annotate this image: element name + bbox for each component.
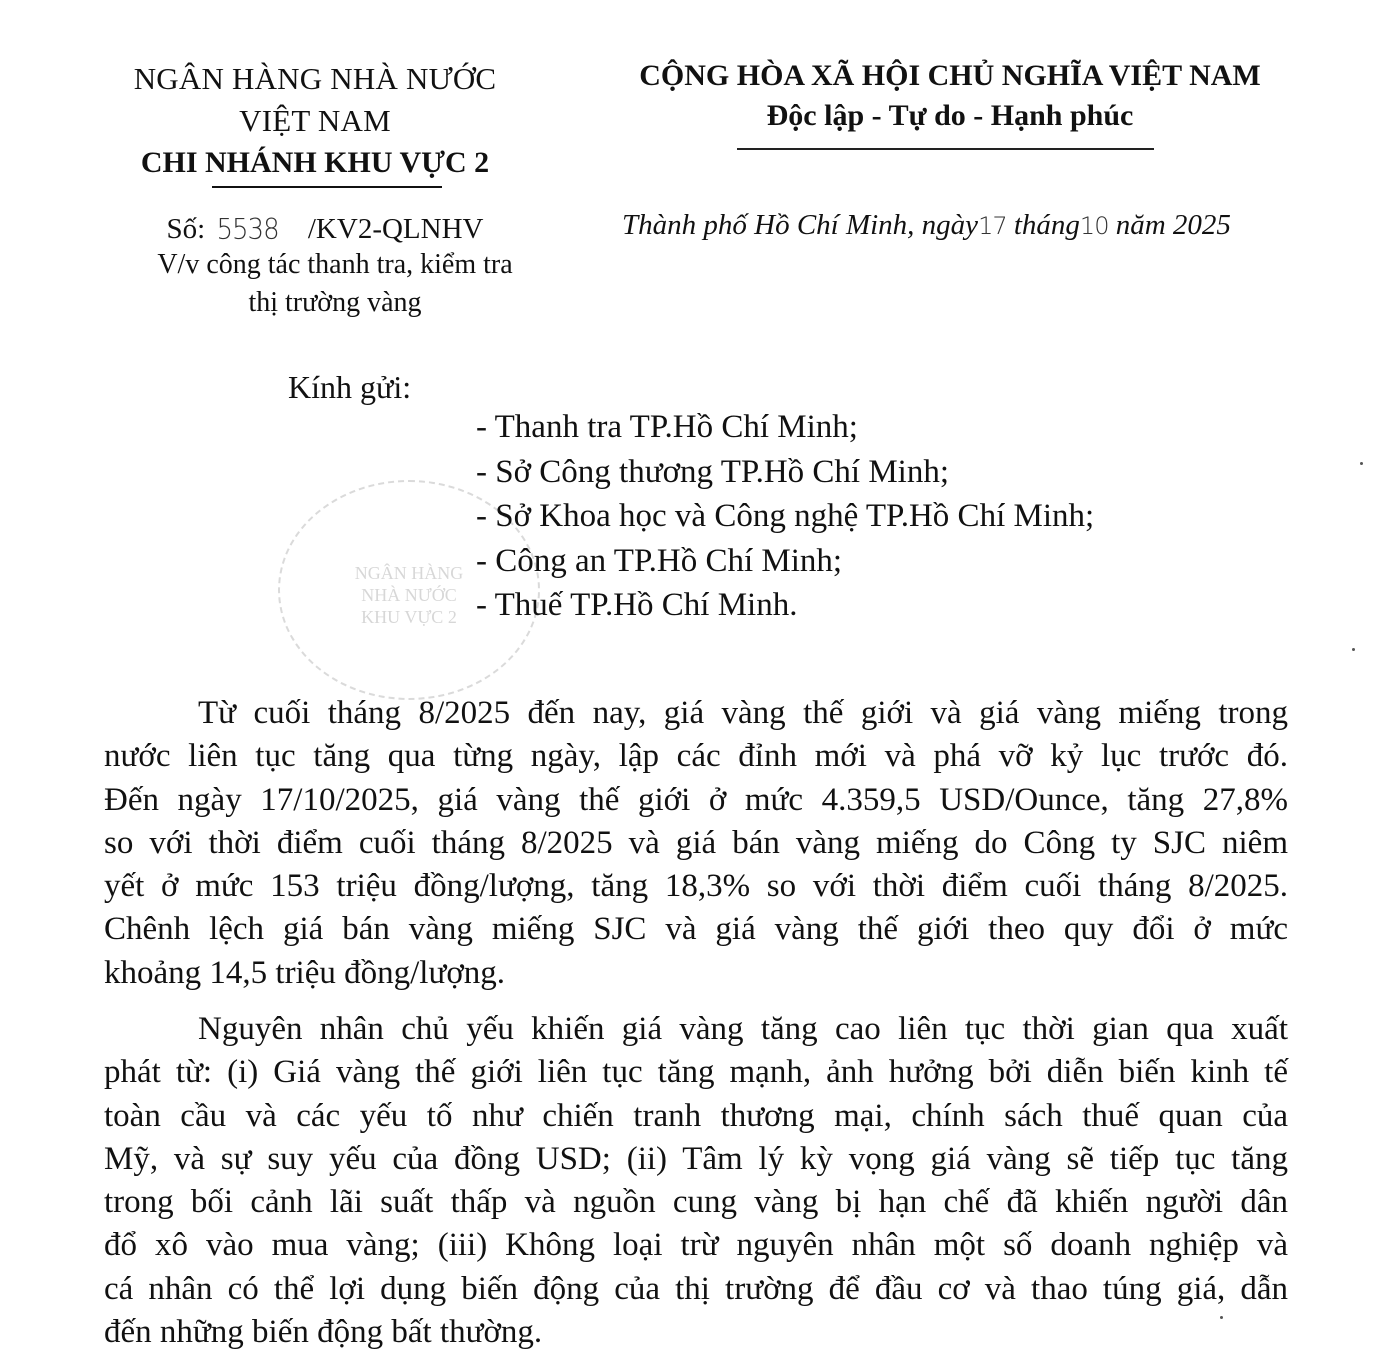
paragraph-line: đến những biến động bất thường. — [104, 1314, 543, 1351]
subject-line2: thị trường vàng — [248, 287, 422, 318]
document-number — [100, 210, 550, 249]
paragraph-line: Từ cuối tháng 8/2025 đến nay, giá vàng thế giới và giá vàng miếng trong — [198, 695, 1288, 731]
paragraph-line: phát từ: (i) Giá vàng thế giới liên tục tăng mạnh, ảnh hưởng bởi diễn biến kinh tế — [104, 1054, 1288, 1091]
stamp-text-line3: KHU VỰC 2 — [361, 607, 457, 627]
paragraph-line: cá nhân có thể lợi dụng biến động của thị trường để đầu cơ và thao túng giá, dẫn — [104, 1270, 1288, 1307]
branch-underline-divider — [212, 186, 442, 188]
recipient-item: - Công an TP.Hồ Chí Minh; — [476, 542, 843, 579]
stamp-text-line1: NGÂN HÀNG — [354, 563, 464, 583]
subject-line1: V/v công tác thanh tra, kiểm tra — [157, 249, 513, 280]
body-paragraph-1 — [104, 692, 1288, 995]
paragraph-line: Chênh lệch giá bán vàng miếng SJC và giá vàng thế giới theo quy đổi ở mức — [104, 911, 1288, 948]
document-number-suffix: /KV2-QLNHV — [307, 213, 484, 245]
scan-speck — [1352, 648, 1355, 651]
recipient-item: - Thanh tra TP.Hồ Chí Minh; — [476, 409, 858, 445]
nation-title: CỘNG HÒA XÃ HỘI CHỦ NGHĨA VIỆT NAM — [639, 59, 1261, 92]
paragraph-line: so với thời điểm cuối tháng 8/2025 và giá bán vàng miếng do Công ty SJC niêm — [104, 824, 1288, 861]
date-prefix: Thành phố Hồ Chí Minh, ngày — [622, 209, 979, 241]
date-month-handwritten: 10 — [1079, 212, 1109, 240]
recipient-item: - Thuế TP.Hồ Chí Minh. — [476, 587, 798, 623]
recipient-list — [476, 405, 1094, 628]
motto-underline-divider — [737, 148, 1154, 150]
agency-name-line1: NGÂN HÀNG NHÀ NƯỚC — [133, 61, 497, 96]
issuing-agency-header — [100, 58, 530, 184]
recipient-item: - Sở Công thương TP.Hồ Chí Minh; — [476, 453, 950, 490]
date-day-handwritten: 17 — [978, 212, 1007, 240]
paragraph-line: đổ xô vào mua vàng; (iii) Không loại trừ nguyên nhân một số doanh nghiệp và — [104, 1227, 1288, 1264]
document-date — [622, 205, 1231, 246]
recipient-label: Kính gửi: — [288, 369, 412, 405]
national-motto: Độc lập - Tự do - Hạnh phúc — [766, 99, 1134, 132]
paragraph-line: Đến ngày 17/10/2025, giá vàng thế giới ở mức 4.359,5 USD/Ounce, tăng 27,8% — [104, 781, 1288, 818]
document-number-prefix: Số: — [166, 213, 206, 245]
body-paragraph-2 — [104, 1008, 1288, 1354]
recipient-item: - Sở Khoa học và Công nghệ TP.Hồ Chí Minh; — [476, 498, 1095, 534]
paragraph-line: Mỹ, và sự suy yếu của đồng USD; (ii) Tâm lý kỳ vọng giá vàng sẽ tiếp tục tăng — [104, 1140, 1288, 1177]
paragraph-line: nước liên tục tăng qua từng ngày, lập các đỉnh mới và phá vỡ kỷ lục trước đó. — [104, 738, 1288, 775]
branch-name: CHI NHÁNH KHU VỰC 2 — [140, 146, 490, 179]
paragraph-line: trong bối cảnh lãi suất thấp và nguồn cung vàng bị hạn chế đã khiến người dân — [104, 1184, 1288, 1221]
paragraph-line: Nguyên nhân chủ yếu khiến giá vàng tăng cao liên tục thời gian qua xuất — [198, 1011, 1288, 1047]
document-number-handwritten: 5538 — [216, 213, 279, 247]
paragraph-line: khoảng 14,5 triệu đồng/lượng. — [104, 954, 506, 991]
agency-name-line2: VIỆT NAM — [239, 103, 391, 138]
national-header — [600, 55, 1300, 135]
paragraph-line: toàn cầu và các yếu tố như chiến tranh thương mại, chính sách thuế quan của — [104, 1097, 1288, 1134]
stamp-text-line2: NHÀ NƯỚC — [361, 585, 457, 605]
scan-speck — [1220, 1316, 1223, 1319]
scan-speck — [1360, 462, 1363, 465]
document-subject — [100, 246, 570, 322]
date-month-label: tháng — [1006, 209, 1080, 241]
paragraph-line: yết ở mức 153 triệu đồng/lượng, tăng 18,3% so với thời điểm cuối tháng 8/2025. — [104, 868, 1288, 905]
date-year: năm 2025 — [1108, 209, 1231, 241]
